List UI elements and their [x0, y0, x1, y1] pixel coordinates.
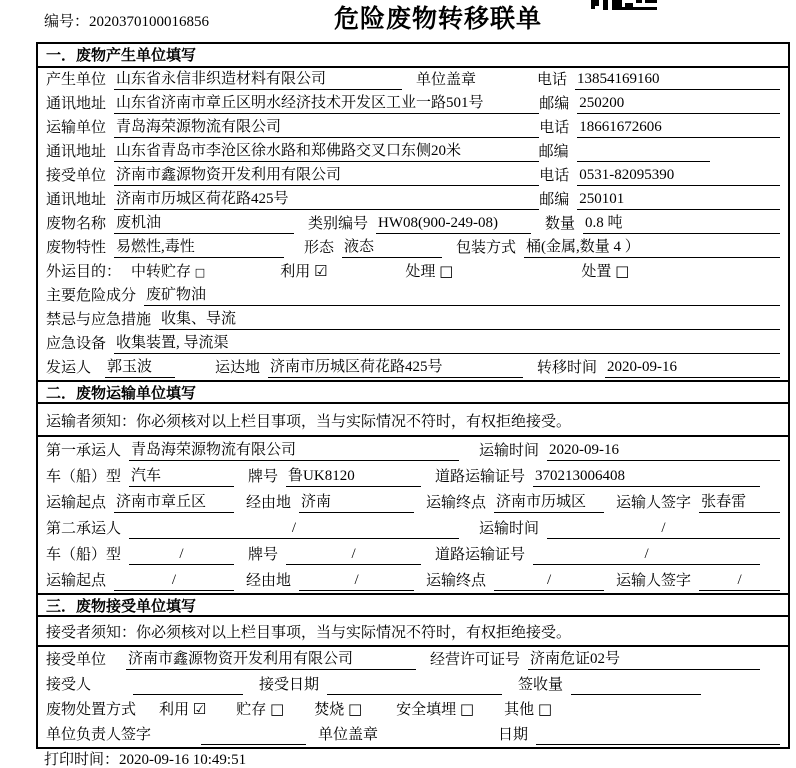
emergency-measures-row	[38, 308, 788, 332]
address-label: 通讯地址	[46, 192, 107, 209]
destination-value: 济南市历城区荷花路425号	[268, 358, 523, 378]
carrier1-origin-value: 济南市章丘区	[114, 493, 234, 513]
character-label: 废物特性	[46, 240, 107, 257]
carrier2-vehicle-value: /	[129, 545, 234, 565]
section3-header: 三．废物接受单位填写	[38, 593, 788, 617]
license-label: 经营许可证号	[430, 652, 521, 669]
transporter-sign-label: 运输人签字	[616, 573, 692, 590]
checkbox-unchecked-icon: □	[194, 266, 206, 280]
transporter-label: 运输单位	[46, 120, 107, 137]
emergency-equipment-label: 应急设备	[46, 336, 107, 353]
carrier2-origin-value: /	[114, 571, 234, 591]
carrier1-vehicle-row	[38, 463, 788, 489]
carrier1-value: 青岛海荣源物流有限公司	[129, 441, 459, 461]
disposal-option-incinerate: 焚烧 □	[314, 700, 363, 719]
form-label: 形态	[304, 240, 335, 257]
print-time	[44, 751, 246, 768]
quantity-value: 0.8 吨	[583, 214, 780, 234]
producer-address-row	[38, 92, 788, 116]
waste-character-row	[38, 236, 788, 260]
packing-label: 包装方式	[456, 240, 517, 257]
transporter-value: 青岛海荣源物流有限公司	[114, 118, 539, 138]
hazard-row	[38, 284, 788, 308]
plate-label: 牌号	[248, 547, 279, 564]
accepter-row	[38, 672, 788, 697]
hazard-value: 废矿物油	[144, 286, 780, 306]
producer-zip-value: 250200	[577, 94, 780, 114]
carrier2-via-value: /	[299, 571, 414, 591]
document-number	[44, 13, 209, 32]
checkbox-unchecked-icon: □	[347, 700, 363, 719]
purpose-label: 外运目的：	[46, 264, 122, 281]
checkbox-unchecked-icon: □	[459, 700, 475, 719]
accepter-label: 接受人	[46, 677, 92, 694]
shipper-label: 发运人	[46, 360, 92, 377]
checkbox-unchecked-icon: □	[439, 262, 454, 281]
disposal-option-store: 贮存 □	[236, 700, 285, 719]
transport-time-label: 运输时间	[479, 443, 540, 460]
accept-date-value	[327, 694, 502, 695]
character-value: 易燃性,毒性	[114, 238, 284, 258]
quantity-label: 数量	[545, 216, 576, 233]
emergency-equipment-value: 收集装置, 导流渠	[114, 334, 780, 354]
carrier2-plate-value: /	[286, 545, 421, 565]
producer-address-value: 山东省济南市章丘区明水经济技术开发区工业一路501号	[114, 94, 539, 114]
chief-sign-row	[38, 722, 788, 747]
carrier2-row	[38, 515, 788, 541]
packing-value: 桶(金属,数量 4 ）	[524, 238, 780, 258]
producer-row	[38, 68, 788, 92]
transporter-row	[38, 116, 788, 140]
disposal-option-utilize: 利用 ☑	[159, 700, 207, 719]
purpose-option-transfer-storage: 中转贮存 □	[131, 264, 206, 281]
disposal-option-other: 其他 □	[504, 700, 553, 719]
carrier2-vehicle-row	[38, 541, 788, 567]
phone-label: 电话	[539, 168, 570, 185]
shipper-value: 郭玉波	[105, 358, 175, 378]
transporter-zip-value	[577, 161, 710, 162]
transporter-phone-value: 18661672606	[577, 118, 780, 138]
origin-label: 运输起点	[46, 495, 107, 512]
disposal-label: 废物处置方式	[46, 702, 137, 719]
purpose-option-utilize: 利用 ☑	[280, 262, 328, 281]
receiver-phone-value: 0531-82095390	[577, 166, 780, 186]
emergency-measures-value: 收集、导流	[159, 310, 780, 330]
receiver-label: 接受单位	[46, 168, 107, 185]
transfer-time-label: 转移时间	[537, 360, 598, 377]
address-label: 通讯地址	[46, 96, 107, 113]
destination-label: 运达地	[215, 360, 261, 377]
shipper-row	[38, 356, 788, 380]
receiver-value: 济南市鑫源物资开发利用有限公司	[114, 166, 539, 186]
receiver-zip-value: 250101	[577, 190, 780, 210]
section1-header: 一．废物产生单位填写	[38, 44, 788, 68]
print-time-label: 打印时间：	[44, 752, 120, 768]
transporter-notice: 运输者须知：你必须核对以上栏目事项，当与实际情况不符时，有权拒绝接受。	[38, 404, 788, 437]
chief-sign-value	[201, 744, 306, 745]
carrier1-route-row	[38, 489, 788, 515]
checkbox-unchecked-icon: □	[537, 700, 553, 719]
license-value: 济南危证02号	[528, 650, 760, 670]
accept-unit-row	[38, 647, 788, 672]
waste-name-row	[38, 212, 788, 236]
carrier1-time-value: 2020-09-16	[547, 441, 780, 461]
phone-label: 电话	[536, 72, 567, 89]
end-label: 运输终点	[426, 495, 487, 512]
category-value: HW08(900-249-08)	[376, 214, 531, 234]
purpose-option-treat: 处理 □	[405, 262, 454, 281]
transfer-time-value: 2020-09-16	[605, 358, 780, 378]
date-value	[536, 744, 780, 745]
qr-code-fragment	[591, 0, 663, 10]
accepter-value	[133, 694, 243, 695]
waste-name-label: 废物名称	[46, 216, 107, 233]
carrier2-sign-value: /	[699, 571, 780, 591]
section2-header: 二．废物运输单位填写	[38, 380, 788, 404]
via-label: 经由地	[246, 573, 292, 590]
transporter-sign-label: 运输人签字	[616, 495, 692, 512]
carrier2-value: /	[129, 519, 459, 539]
chief-sign-label: 单位负责人签字	[46, 727, 152, 744]
document-number-label: 编号：	[44, 14, 90, 30]
carrier2-end-value: /	[494, 571, 604, 591]
purpose-row	[38, 260, 788, 284]
print-time-value: 2020-09-16 10:49:51	[119, 752, 247, 768]
carrier2-time-value: /	[547, 519, 780, 539]
carrier1-plate-value: 鲁UK8120	[286, 467, 421, 487]
received-qty-label: 签收量	[518, 677, 564, 694]
date-label: 日期	[498, 727, 529, 744]
phone-label: 电话	[539, 120, 570, 137]
origin-label: 运输起点	[46, 573, 107, 590]
category-label: 类别编号	[308, 216, 369, 233]
receiver-address-row	[38, 188, 788, 212]
producer-label: 产生单位	[46, 72, 107, 89]
zip-label: 邮编	[539, 192, 570, 209]
plate-label: 牌号	[248, 469, 279, 486]
accept-unit-value: 济南市鑫源物资开发利用有限公司	[126, 650, 416, 670]
producer-value: 山东省永信非织造材料有限公司	[114, 70, 402, 90]
carrier1-via-value: 济南	[299, 493, 414, 513]
unit-seal-label: 单位盖章	[318, 727, 379, 744]
zip-label: 邮编	[538, 144, 569, 161]
unit-seal-label: 单位盖章	[416, 72, 477, 89]
transporter-address-value: 山东省青岛市李沧区徐水路和郑佛路交叉口东侧20米	[114, 142, 539, 162]
road-cert-label: 道路运输证号	[435, 469, 526, 486]
disposal-row	[38, 697, 788, 722]
via-label: 经由地	[246, 495, 292, 512]
vehicle-type-label: 车（船）型	[46, 547, 122, 564]
received-qty-value	[571, 694, 701, 695]
carrier2-route-row	[38, 567, 788, 593]
accept-date-label: 接受日期	[259, 677, 320, 694]
transport-time-label: 运输时间	[479, 521, 540, 538]
carrier1-label: 第一承运人	[46, 443, 122, 460]
manifest-form	[36, 42, 790, 749]
carrier1-end-value: 济南市历城区	[494, 493, 604, 513]
carrier2-label: 第二承运人	[46, 521, 122, 538]
page-title: 危险废物转移联单	[334, 6, 543, 33]
end-label: 运输终点	[426, 573, 487, 590]
hazard-label: 主要危险成分	[46, 288, 137, 305]
accept-unit-label: 接受单位	[46, 652, 107, 669]
vehicle-type-label: 车（船）型	[46, 469, 122, 486]
emergency-equipment-row	[38, 332, 788, 356]
checkbox-unchecked-icon: □	[615, 262, 630, 281]
document-number-value: 2020370100016856	[89, 14, 210, 30]
address-label: 通讯地址	[46, 144, 107, 161]
receiver-row	[38, 164, 788, 188]
carrier2-cert-value: /	[533, 545, 760, 565]
carrier1-sign-value: 张春雷	[699, 493, 780, 513]
road-cert-label: 道路运输证号	[435, 547, 526, 564]
purpose-option-dispose: 处置 □	[581, 262, 630, 281]
disposal-option-landfill: 安全填埋 □	[396, 700, 475, 719]
producer-phone-value: 13854169160	[575, 70, 780, 90]
carrier1-row	[38, 437, 788, 463]
emergency-measures-label: 禁忌与应急措施	[46, 312, 152, 329]
waste-name-value: 废机油	[114, 214, 294, 234]
checkbox-checked-icon: ☑	[192, 700, 207, 719]
transporter-address-row	[38, 140, 788, 164]
carrier1-cert-value: 370213006408	[533, 467, 760, 487]
receiver-notice: 接受者须知：你必须核对以上栏目事项，当与实际情况不符时，有权拒绝接受。	[38, 617, 788, 647]
zip-label: 邮编	[539, 96, 570, 113]
checkbox-unchecked-icon: □	[270, 700, 285, 719]
form-value: 液态	[342, 238, 442, 258]
carrier1-vehicle-value: 汽车	[129, 467, 234, 487]
checkbox-checked-icon: ☑	[313, 262, 328, 281]
receiver-address-value: 济南市历城区荷花路425号	[114, 190, 539, 210]
